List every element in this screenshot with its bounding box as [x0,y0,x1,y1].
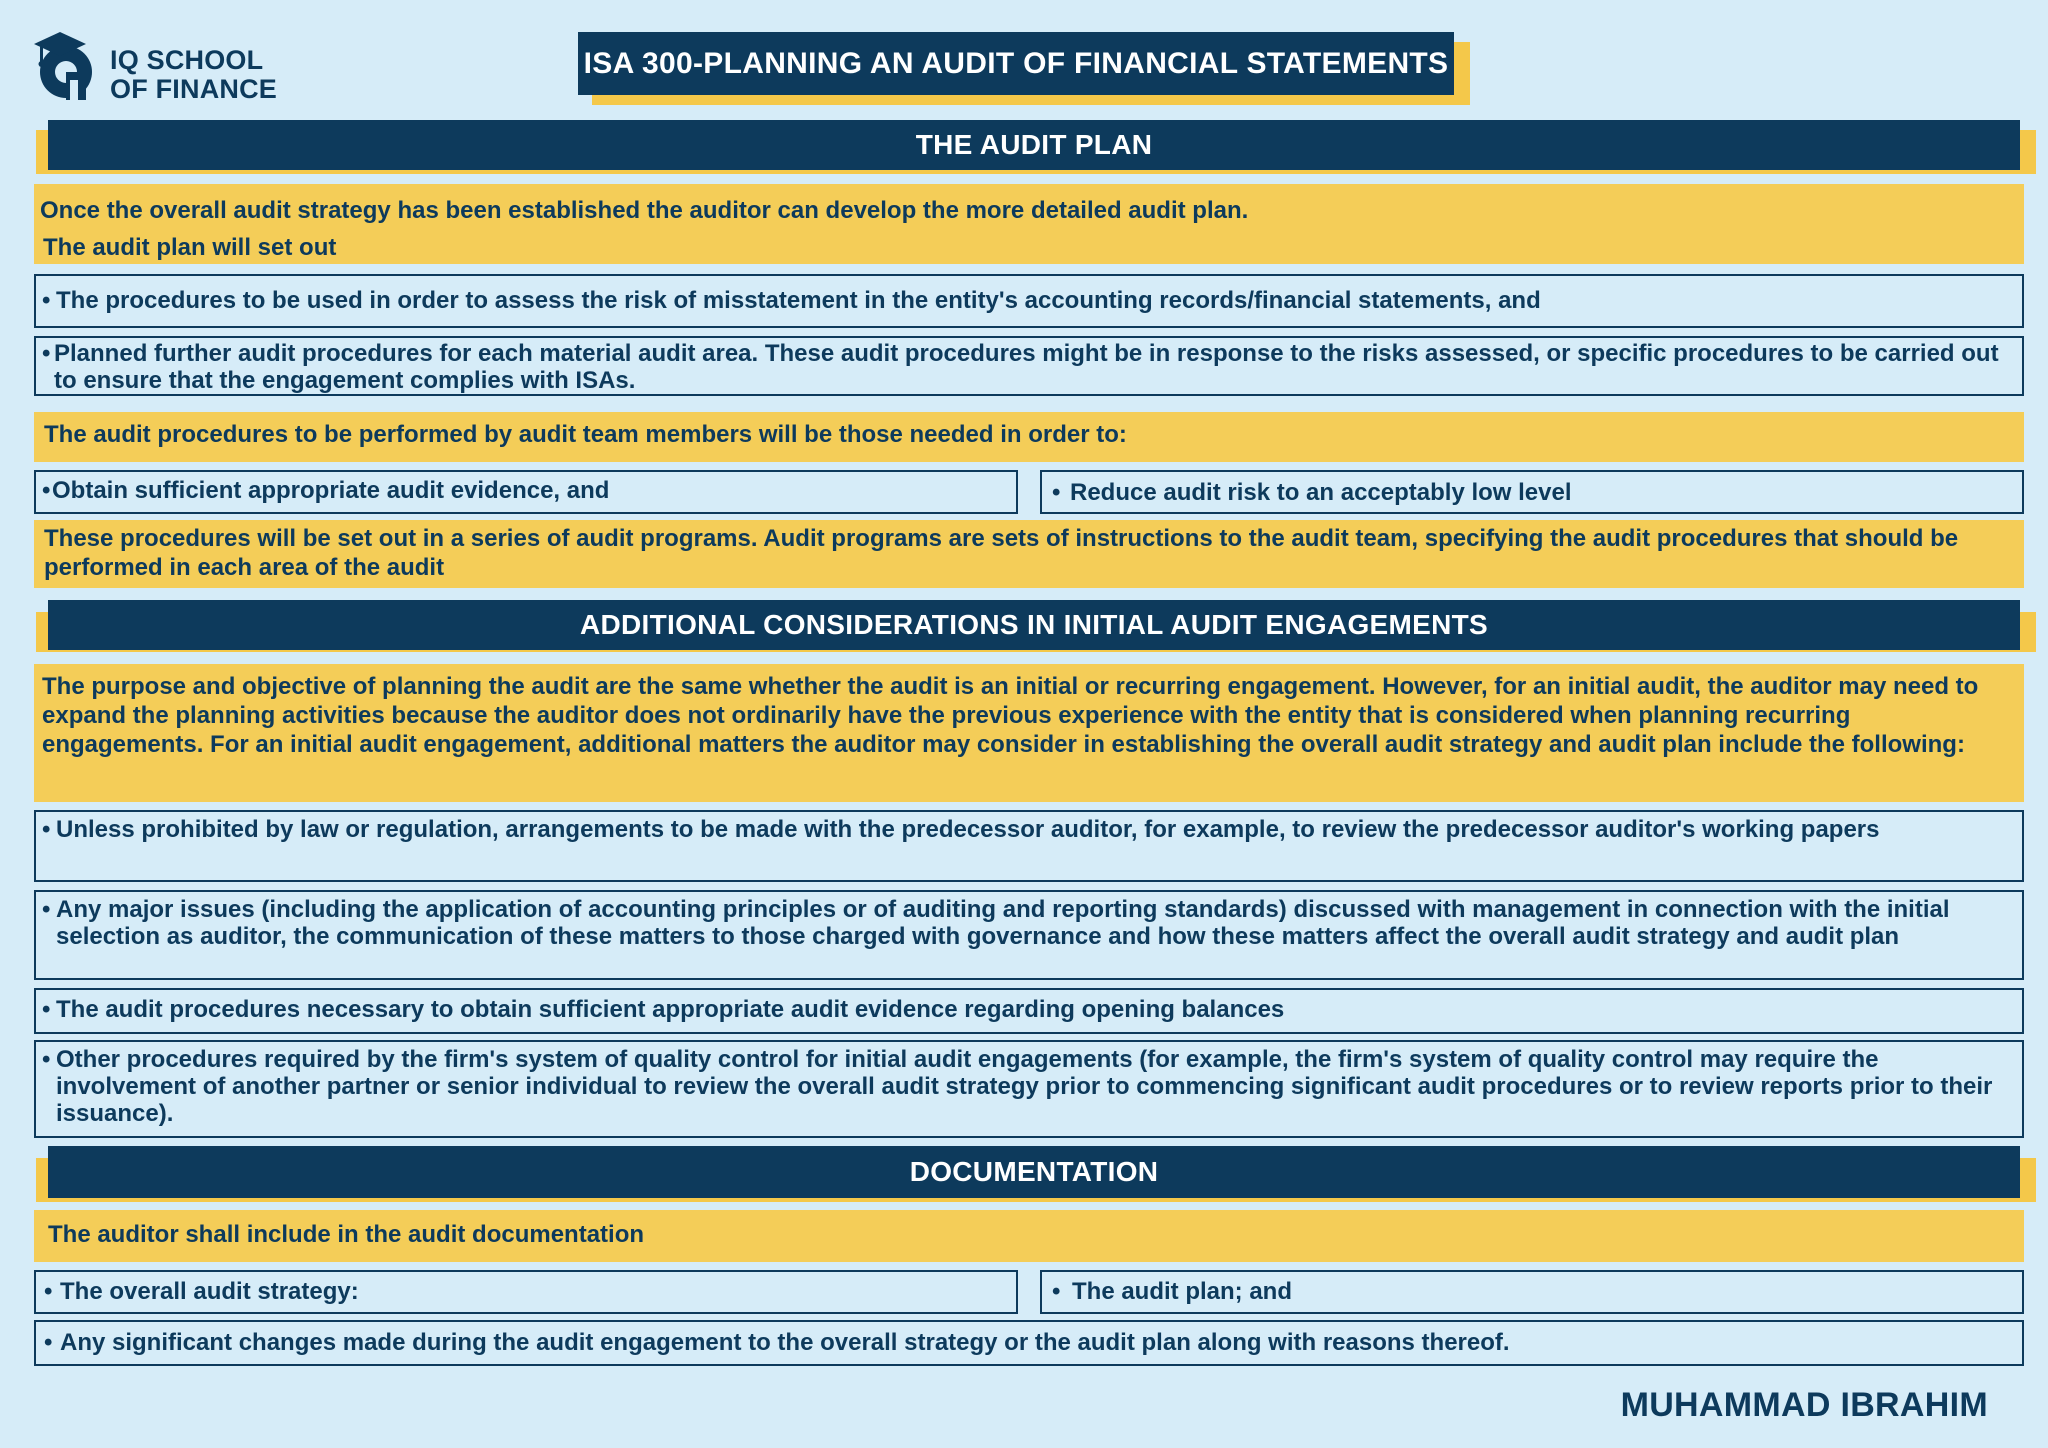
bullet-icon: • [42,996,51,1023]
audit-plan-bullet-1: The procedures to be used in order to assess the risk of misstatement in the entity's accounting records/financial statements, and [56,287,1541,314]
list-item [34,988,2024,1034]
logo-line-2: OF FINANCE [110,74,277,104]
audit-programs-panel [34,520,2024,588]
procedures-intro: The audit procedures to be performed by audit team members will be those needed in order to: [44,421,1127,448]
bullet-icon: • [42,896,51,923]
bullet-icon: • [44,1329,53,1356]
audit-risk-bullet: Reduce audit risk to an acceptably low level [1070,479,1572,506]
audit-plan-intro-bold: The audit plan will set out [43,234,337,261]
bullet-icon: • [42,340,51,367]
list-item [34,810,2024,882]
list-item [1040,470,2024,514]
bullet-icon: • [42,287,51,314]
audit-plan-bullet: The audit plan; and [1072,1278,1292,1305]
bullet-icon: • [42,1046,51,1073]
initial-bullet-3: The audit procedures necessary to obtain sufficient appropriate audit evidence regarding opening balances [56,996,1285,1023]
list-item [34,274,2024,328]
significant-changes-bullet: Any significant changes made during the audit engagement to the overall strategy or the audit plan along with reasons thereof. [60,1329,1510,1356]
list-item [34,470,1018,514]
initial-bullet-4: Other procedures required by the firm's system of quality control for initial audit engagements (for example, the firm's system of quality control may require the involvement of another partner or senior individual to review the overall audit strategy prior to commencing significant audit procedures or to review reports prior to their issuance). [56,1046,1993,1127]
bullet-icon: • [42,816,51,843]
procedures-intro-panel [34,412,2024,462]
audit-plan-intro-panel [34,184,2024,264]
bullet-icon: • [1052,1278,1061,1305]
logo-text [110,46,277,104]
section-header-audit-plan: THE AUDIT PLAN [48,120,2020,170]
initial-bullet-2: Any major issues (including the application of accounting principles or of auditing and reporting standards) discussed with management in connection with the initial selection as auditor, the communication of these matters to those charged with governance and how these matters affect the overall audit strategy and audit plan [56,896,1950,950]
list-item [34,1320,2024,1366]
list-item [34,1040,2024,1138]
audit-plan-bullet-2: Planned further audit procedures for each material audit area. These audit procedures might be in response to the risks assessed, or specific procedures to be carried out to ensure that the engagement complies with ISAs. [54,340,1999,394]
bullet-icon: • [44,1278,53,1305]
list-item [34,890,2024,980]
bullet-icon: • [1052,479,1061,506]
list-item [34,336,2024,396]
page-title: ISA 300-PLANNING AN AUDIT OF FINANCIAL STATEMENTS [578,32,1454,95]
author-name: MUHAMMAD IBRAHIM [1620,1386,1988,1424]
initial-intro-panel [34,664,2024,802]
section-header-documentation: DOCUMENTATION [48,1146,2020,1198]
logo [30,28,290,108]
audit-evidence-bullet: Obtain sufficient appropriate audit evidence, and [52,477,610,504]
logo-line-1: IQ SCHOOL [110,45,264,75]
initial-intro-text: The purpose and objective of planning the audit are the same whether the audit is an initial or recurring engagement. However, for an initial audit, the auditor may need to expand the planning activities because the auditor does not ordinarily have the previous experience with the entity that is considered when planning recurring engagements. For an initial audit engagement, additional matters the auditor may consider in establishing the overall audit strategy and audit plan include the following: [42,673,1979,758]
documentation-intro-panel [34,1210,2024,1262]
graduation-cap-q-icon [30,28,102,104]
audit-programs-text: These procedures will be set out in a series of audit programs. Audit programs are sets of instructions to the audit team, specifying the audit procedures that should be performed in each area of the audit [44,525,1959,581]
list-item [34,1270,1018,1314]
audit-plan-intro: Once the overall audit strategy has been established the auditor can develop the more detailed audit plan. [40,197,1249,224]
initial-bullet-1: Unless prohibited by law or regulation, arrangements to be made with the predecessor auditor, for example, to review the predecessor auditor's working papers [56,816,1880,843]
list-item [1040,1270,2024,1314]
section-header-initial-engagements: ADDITIONAL CONSIDERATIONS IN INITIAL AUDIT ENGAGEMENTS [48,600,2020,650]
bullet-icon: • [42,477,51,504]
documentation-intro: The auditor shall include in the audit documentation [48,1221,645,1248]
overall-strategy-bullet: The overall audit strategy: [60,1278,359,1305]
